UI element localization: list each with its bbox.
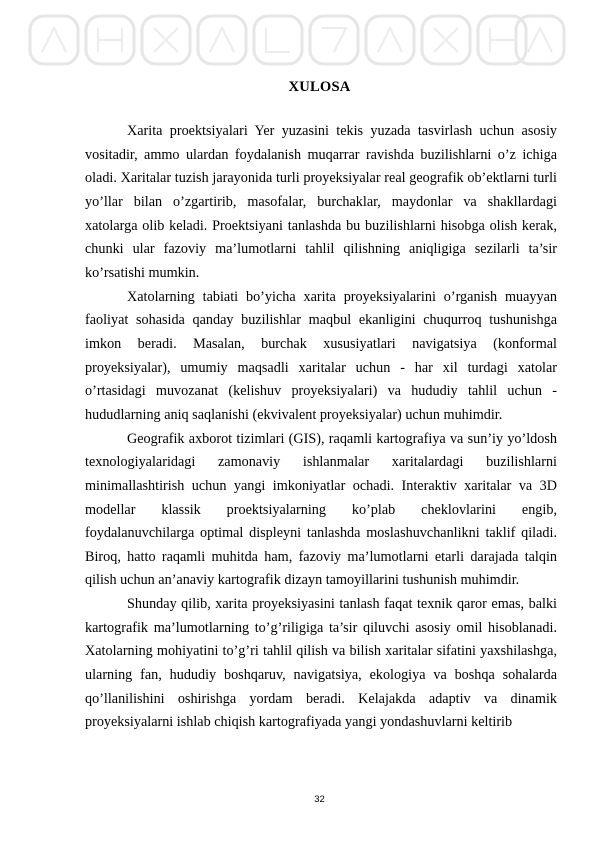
watermark-logo-pattern <box>28 6 568 78</box>
page-title: XULOSA <box>288 79 351 95</box>
paragraph-3: Geografik axborot tizimlari (GIS), raqamli kartografiya va sun’iy yo’ldosh texnologiyalaridagi zamonaviy ishlanmalar xaritalardagi buzilishlarni minimallashtirish uchun yangi imkoniyatlar ochadi. Interaktiv xaritalar va 3D modellar klassik proektsiyalarning ko’plab cheklovlarini engib, foydalanuvchilarga optimal displeyni tanlashda moslashuvchanlikni taklif qiladi. Biroq, hatto raqamli muhitda ham, fazoviy ma’lumotlarni etarli darajada talqin qilish uchun an’anaviy kartografik dizayn tamoyillarini tushunish muhimdir. <box>85 430 557 589</box>
body-text <box>85 120 557 735</box>
paragraph-2: Xatolarning tabiati bo’yicha xarita proyeksiyalarini o’rganish muayyan faoliyat sohasida qanday buzilishlar maqbul ekanligini chuqurroq tushunishga imkon beradi. Masalan, burchak xususiyatlari navigatsiya (konformal proyeksiyalar), umumiy maqsadli xaritalar uchun - har xil turdagi xatolar o’rtasidagi muvozanat (kelishuv proyeksiyalari) va hududiy tahlil uchun - hududlarning aniq saqlanishi (ekvivalent proyeksiyalar) uchun muhimdir. <box>85 288 557 423</box>
page-number: 32 <box>314 794 325 805</box>
paragraph-4: Shunday qilib, xarita proyeksiyasini tanlash faqat texnik qaror emas, balki kartografik ma’lumotlarning to’g’riligiga ta’sir qiluvchi asosiy omil hisoblanadi. Xatolarning mohiyatini to’g’ri tahlil qilish va bilish xaritalar sifatini yaxshilashga, ularning fan, hududiy boshqaruv, navigatsiya, ekologiya va boshqa sohalarda qo’llanilishini oshirishga yordam beradi. Kelajakda adaptiv va dinamik proyeksiyalarni ishlab chiqish kartografiyada yangi yondashuvlarni keltirib <box>85 596 557 731</box>
paragraph-1: Xarita proektsiyalari Yer yuzasini tekis yuzada tasvirlash uchun asosiy vositadir, ammo ulardan foydalanish muqarrar ravishda buzilishlarni o’z ichiga oladi. Xaritalar tuzish jarayonida turli proyeksiyalar real geografik ob’ektlarni turli yo’llar bilan o’zgartirib, masofalar, burchaklar, maydonlar va shakllardagi xatolarga olib keladi. Proektsiyani tanlashda bu buzilishlarni hisobga olish kerak, chunki ular fazoviy ma’lumotlarni tahlil qilishning aniqligiga sezilarli ta’sir ko’rsatishi mumkin. <box>85 123 557 281</box>
